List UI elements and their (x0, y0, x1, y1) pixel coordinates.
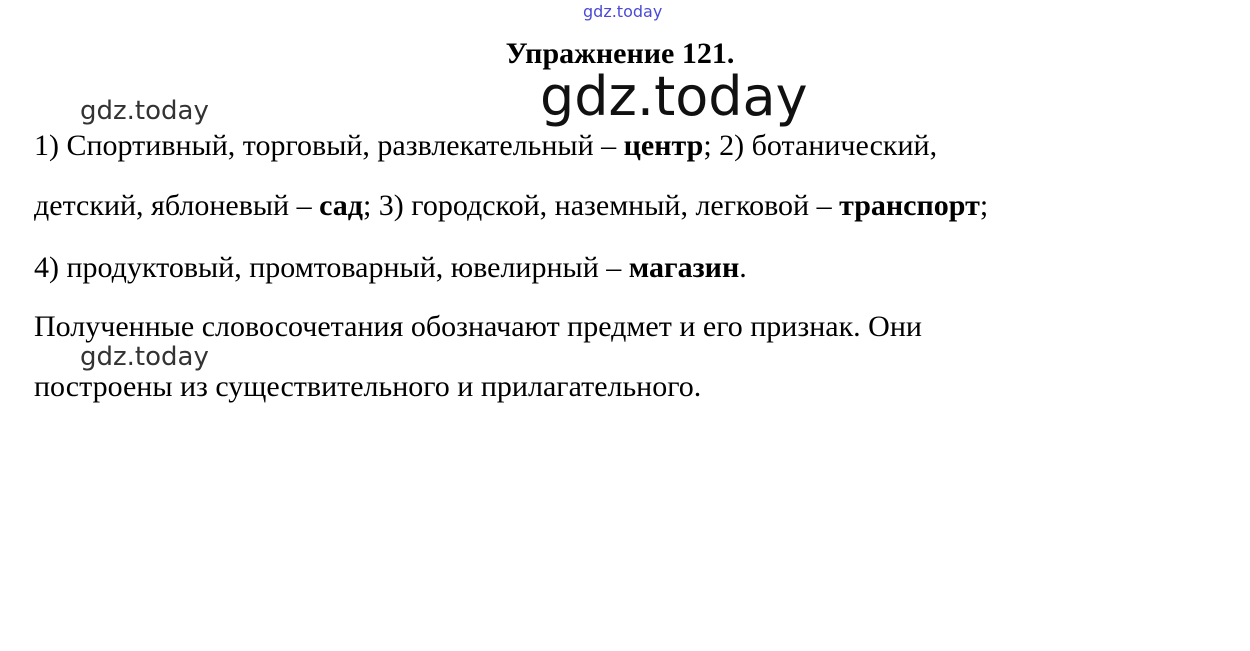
text-segment: ; (979, 189, 989, 222)
text-segment: . (739, 251, 747, 284)
answer-word-shop: магазин (628, 251, 740, 284)
text-line-4 (34, 309, 922, 345)
answer-word-garden: сад (319, 189, 363, 222)
watermark-left-1: gdz.today (80, 96, 209, 126)
answer-word-center: центр (623, 129, 704, 162)
exercise-title: Упражнение 121. (505, 37, 735, 70)
text-segment: детский, яблоневый – (34, 189, 320, 222)
text-segment: ; 3) городской, наземный, легковой – (362, 189, 840, 222)
text-line-3 (34, 250, 747, 286)
watermark-big: gdz.today (540, 65, 808, 128)
text-segment: ; 2) ботанический, (703, 129, 938, 162)
answer-word-transport: транспорт (839, 189, 980, 222)
text-line-2 (34, 188, 988, 224)
text-line-1 (34, 128, 937, 164)
text-segment: 4) продуктовый, промтоварный, ювелирный – (34, 251, 629, 284)
text-segment: построены из существительного и прилагательного. (34, 370, 702, 403)
watermark-top: gdz.today (583, 2, 663, 21)
text-line-5 (34, 369, 701, 405)
watermark-left-2: gdz.today (80, 342, 209, 372)
text-segment: Полученные словосочетания обозначают предмет и его признак. Они (34, 310, 922, 343)
text-segment: 1) Спортивный, торговый, развлекательный – (34, 129, 624, 162)
